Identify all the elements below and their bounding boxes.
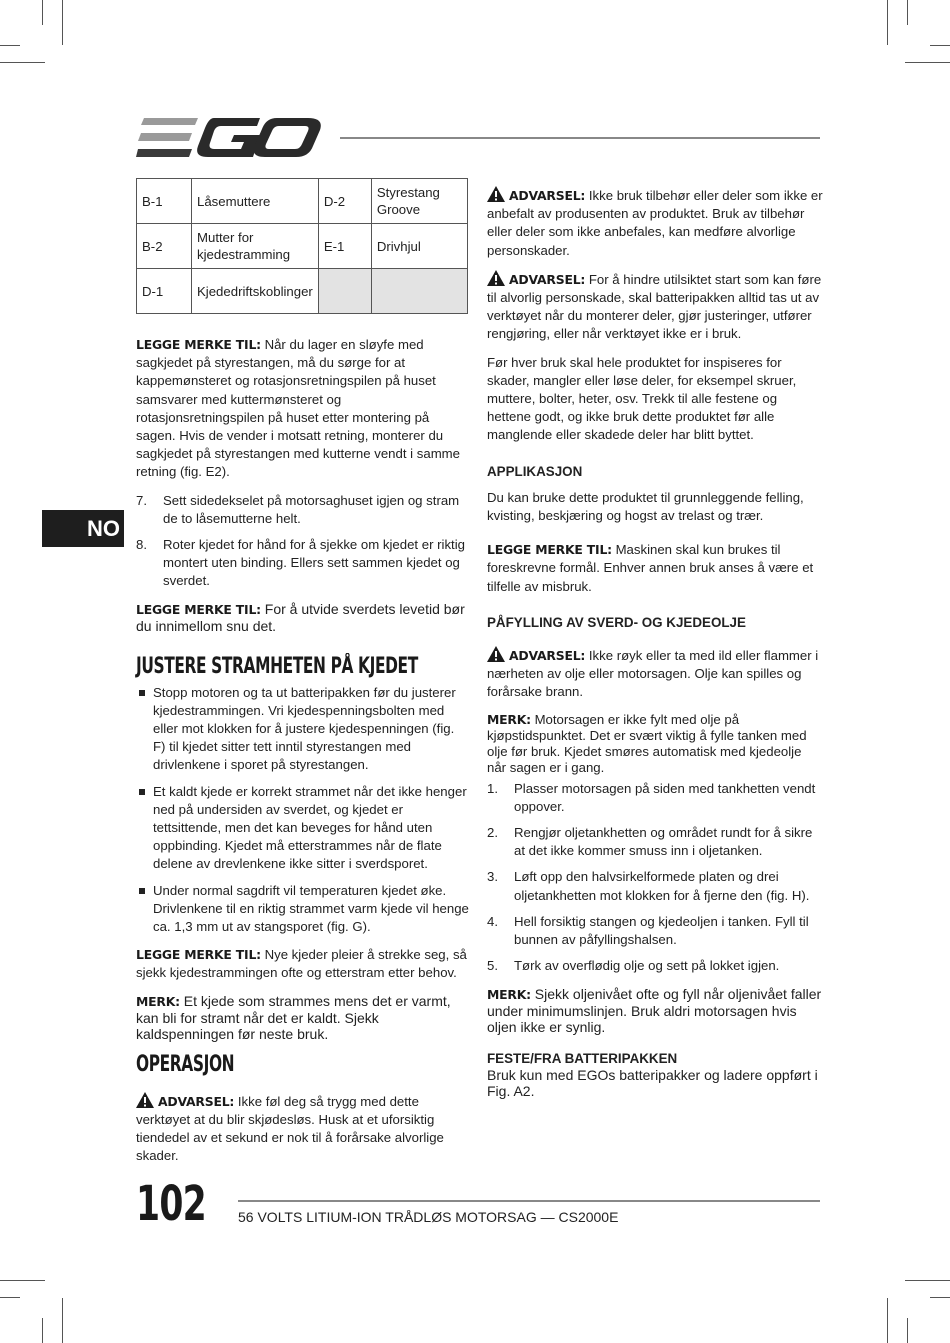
note-paragraph: [487, 541, 823, 596]
note-label: LEGGE MERKE TIL:: [136, 947, 261, 963]
warning-text: Ikke føl deg så trygg med dette verktøyet at du blir skjødesløs. Husk at et uforsiktig tiendedel av et sekund er nok til å forårsake alvorlige skader.: [136, 1093, 444, 1164]
list-item: [487, 780, 823, 816]
crop-mark: [42, 1318, 43, 1343]
note-paragraph: [136, 993, 470, 1042]
list-item: [487, 913, 823, 949]
warning-label: ADVARSEL:: [509, 188, 586, 203]
step-number: 8.: [136, 537, 147, 553]
bullet-icon: [139, 690, 145, 696]
table-cell: Mutter for kjedestramming: [192, 224, 319, 269]
parts-table: [136, 178, 468, 314]
crop-mark: [62, 1298, 63, 1343]
crop-mark: [887, 1298, 888, 1343]
warning-paragraph: [487, 646, 823, 702]
bullet-text: Et kaldt kjede er korrekt strammet når det ikke henger ned på undersiden av sverdet, og kjedet er tettsittende, men det kan beveges for hånd uten oppbinding. Kjedet må etterstrammes når de flate delene av drevlenkene ikke sitter i sverdsporet.: [153, 783, 467, 872]
step-text: Hell forsiktig stangen og kjedeoljen i tanken. Fyll til bunnen av påfyllingshalsen.: [514, 913, 809, 948]
note-text: Nye kjeder pleier å strekke seg, så sjekk kjedestrammingen ofte og etterstram etter behov.: [136, 947, 467, 981]
section-heading: PÅFYLLING AV SVERD- OG KJEDEOLJE: [487, 614, 746, 630]
table-cell: B-1: [137, 179, 192, 224]
note-label: LEGGE MERKE TIL:: [136, 337, 261, 352]
note-text: For å utvide sverdets levetid bør du innimellom snu det.: [136, 600, 465, 634]
body-paragraph: Før hver bruk skal hele produktet for inspiseres for skader, mangler eller løse deler, for eksempel skruer, muttere, bolter, heter, osv. Trekk til alle festene og hettene godt, og ikke bruk dette produktet før alle manglende eller skadede deler har blitt byttet.: [487, 354, 797, 443]
step-number: 3.: [487, 869, 498, 885]
list-item: [487, 868, 823, 904]
note-label: MERK:: [487, 711, 531, 727]
list-item: [136, 492, 470, 528]
note-label: LEGGE MERKE TIL:: [136, 601, 261, 617]
table-cell: D-2: [318, 179, 371, 224]
table-row: [137, 224, 468, 269]
note-label: LEGGE MERKE TIL:: [487, 542, 612, 558]
warning-text: For å hindre utilsiktet start som kan føre til alvorlig personskade, skal batteripakken alltid tas ut av verktøyet når du monterer deler, gjør justeringer, utfører rengjøring, eller når verktøyet ikke er i bruk.: [487, 271, 822, 342]
warning-triangle-icon: [487, 270, 505, 286]
note-text: Sjekk oljenivået ofte og fyll når oljenivået faller under minimumslinjen. Bruk aldri motorsagen hvis oljen ikke er synlig.: [487, 985, 822, 1035]
crop-mark: [930, 1297, 950, 1298]
crop-mark: [0, 1280, 45, 1281]
table-row: [137, 269, 468, 314]
crop-mark: [930, 45, 950, 46]
warning-label: ADVARSEL:: [158, 1093, 235, 1109]
list-item: [136, 536, 470, 591]
body-paragraph: Du kan bruke dette produktet til grunnleggende felling, kvisting, beskjæring og hogst av trelast og trær.: [487, 489, 804, 524]
footer-title: 56 VOLTS LITIUM-ION TRÅDLØS MOTORSAG — CS2000E: [238, 1209, 619, 1225]
table-cell: D-1: [137, 269, 192, 314]
section-heading: APPLIKASJON: [487, 463, 583, 479]
step-text: Roter kjedet for hånd for å sjekke om kjedet er riktig montert uten binding. Ellers sett sammen kjedet og sverdet.: [163, 537, 465, 589]
warning-paragraph: [136, 1092, 470, 1166]
crop-mark: [905, 1280, 950, 1281]
list-item: [487, 824, 823, 860]
note-paragraph: [136, 946, 470, 982]
left-column: [136, 178, 470, 1176]
crop-mark: [0, 1297, 20, 1298]
step-text: Løft opp den halvsirkelformede platen og drei oljetankhetten mot klokken for å fjerne den (fig. H).: [514, 869, 810, 903]
warning-text: Ikke bruk tilbehør eller deler som ikke er anbefalt av produsenten av produktet. Bruk av tilbehør eller deler som ikke anbefales, kan medføre alvorlige personskader.: [487, 188, 823, 258]
step-number: 7.: [136, 492, 147, 508]
warning-paragraph: [487, 270, 823, 344]
table-row: [137, 179, 468, 224]
crop-mark: [907, 1318, 908, 1343]
steps-list: [487, 780, 823, 976]
right-column: [487, 186, 823, 1109]
note-text: Motorsagen er ikke fylt med olje på kjøpstidspunktet. Det er svært viktig å fylle tanken med olje før bruk. Kjedet smøres automatisk med kjedeolje når sagen er i gang.: [487, 711, 807, 775]
bullet-icon: [139, 888, 145, 894]
note-paragraph: [136, 336, 470, 482]
table-cell: E-1: [318, 224, 371, 269]
steps-list: [136, 492, 470, 591]
bullet-text: Stopp motoren og ta ut batteripakken før du justerer kjedestrammingen. Vri kjedespenningsbolten med eller mot klokken for å justere kjedespenningen (fig. F) til kjedet sitter tett inntil styrestangen med drivlenkene i sporet på styrestangen.: [153, 684, 456, 773]
step-text: Plasser motorsagen på siden med tankhetten vendt oppover.: [514, 780, 816, 814]
warning-label: ADVARSEL:: [509, 271, 586, 287]
header-rule: [340, 137, 820, 139]
crop-mark: [0, 62, 45, 63]
warning-triangle-icon: [487, 186, 505, 202]
note-text: Maskinen skal kun brukes til foreskrevne formål. Enhver annen bruk anses å være et tilfelle av misbruk.: [487, 542, 814, 594]
table-cell-empty: [318, 269, 371, 314]
table-cell: Kjededriftskoblinger: [192, 269, 319, 314]
body-paragraph: Bruk kun med EGOs batteripakker og ladere oppført i Fig. A2.: [487, 1066, 818, 1099]
crop-mark: [0, 45, 20, 46]
step-number: 5.: [487, 958, 498, 974]
language-tab: NO: [42, 510, 124, 547]
warning-text: Ikke røyk eller ta med ild eller flammer i nærheten av olje eller motorsagen. Olje kan spilles og forårsake brann.: [487, 648, 819, 700]
step-text: Tørk av overflødig olje og sett på lokket igjen.: [514, 958, 780, 974]
crop-mark: [887, 0, 888, 45]
section-heading: JUSTERE STRAMHETEN PÅ KJEDET: [136, 653, 418, 679]
warning-triangle-icon: [487, 646, 505, 662]
crop-mark: [42, 0, 43, 25]
note-text: Når du lager en sløyfe med sagkjedet på styrestangen, må du sørge for at kappemønsteret og rotasjonsretningspilen på huset samsvarer med kuttermønsteret og rotasjonsretningspilen på huset etter montering på sagen. Hvis de vender i motsatt retning, monterer du sagkjedet på styrestangen med kutterne vendt i samme retning (fig. E2).: [136, 337, 461, 480]
list-item: [136, 684, 470, 775]
note-text: Et kjede som strammes mens det er varmt, kan bli for stramt når det er kaldt. Sjekk kaldspenningen før neste bruk.: [136, 992, 451, 1042]
footer-rule: [238, 1200, 820, 1202]
table-cell: Drivhjul: [371, 224, 467, 269]
note-label: MERK:: [487, 986, 531, 1002]
list-item: [487, 957, 823, 975]
table-cell: Låsemuttere: [192, 179, 319, 224]
section-heading: OPERASJON: [136, 1051, 235, 1077]
step-number: 4.: [487, 913, 498, 929]
ego-logo: [136, 116, 322, 160]
page-number: 102: [136, 1176, 206, 1232]
step-number: 1.: [487, 780, 498, 796]
table-cell: Styrestang Groove: [371, 179, 467, 224]
step-number: 2.: [487, 825, 498, 841]
table-cell: B-2: [137, 224, 192, 269]
note-paragraph: [487, 986, 823, 1035]
section-heading: FESTE/FRA BATTERIPAKKEN: [487, 1050, 678, 1066]
crop-mark: [905, 62, 950, 63]
warning-label: ADVARSEL:: [509, 648, 586, 664]
crop-mark: [907, 0, 908, 25]
table-cell-empty: [371, 269, 467, 314]
note-paragraph: [487, 712, 823, 776]
step-text: Rengjør oljetankhetten og området rundt for å sikre at det ikke kommer smuss inn i oljetanken.: [514, 825, 813, 859]
note-label: MERK:: [136, 993, 180, 1009]
step-text: Sett sidedekselet på motorsaghuset igjen og stram de to låsemutterne helt.: [163, 492, 460, 526]
crop-mark: [62, 0, 63, 45]
warning-triangle-icon: [136, 1092, 154, 1108]
note-paragraph: [136, 601, 470, 634]
bullet-icon: [139, 789, 145, 795]
warning-paragraph: [487, 186, 823, 260]
bullet-text: Under normal sagdrift vil temperaturen kjedet øke. Drivlenkene til en riktig strammet varm kjede vil henge ca. 1,3 mm ut av stangsporet (fig. G).: [153, 882, 469, 935]
bullet-list: [136, 684, 470, 937]
list-item: [136, 882, 470, 937]
list-item: [136, 783, 470, 874]
